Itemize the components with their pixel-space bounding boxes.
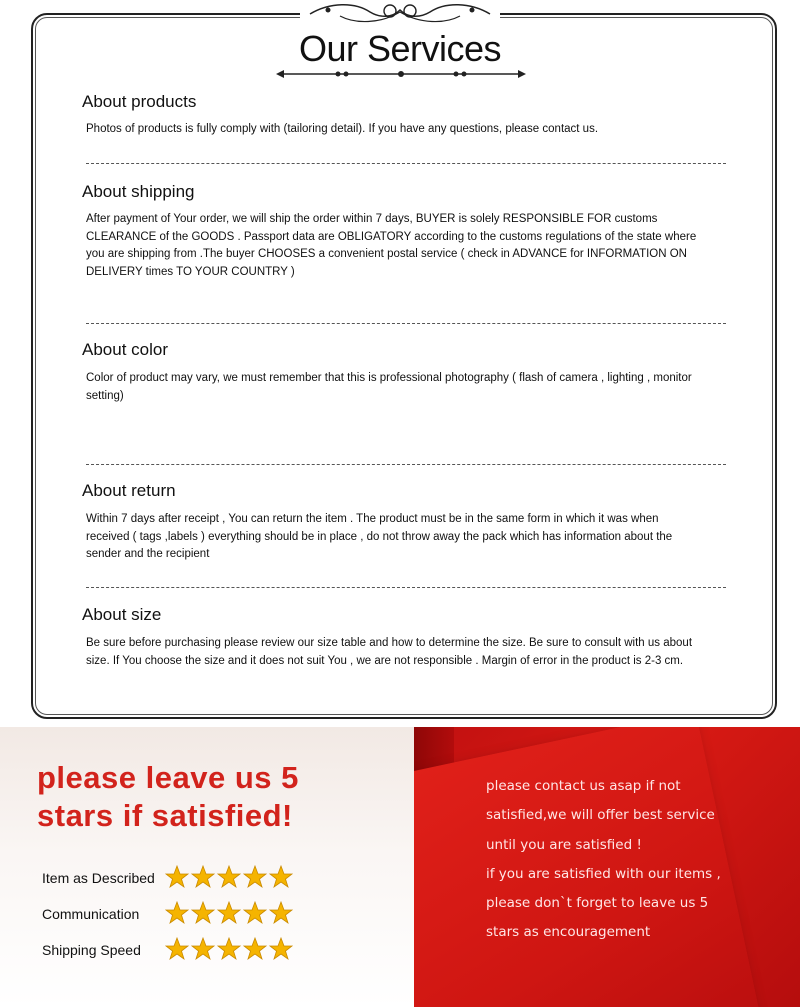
message-line: please contact us asap if not bbox=[486, 778, 681, 794]
section-body-line: sender and the recipient bbox=[86, 548, 210, 560]
rating-stars-item-as-described bbox=[165, 865, 293, 889]
rating-stars-communication bbox=[165, 901, 293, 925]
message-line: please don`t forget to leave us 5 bbox=[486, 895, 709, 912]
section-heading-shipping: About shipping bbox=[82, 182, 195, 201]
message-line: until you are satisfied ! bbox=[486, 836, 642, 853]
dashed-divider bbox=[86, 464, 726, 465]
star-icon bbox=[243, 937, 267, 961]
rating-label-item-as-described: Item as Described bbox=[42, 870, 155, 886]
satisfaction-message bbox=[486, 772, 776, 948]
section-body-line: setting) bbox=[86, 389, 124, 402]
section-body-line: Color of product may vary, we must remember that this is professional photography ( flash of camera , lighting , monitor bbox=[86, 372, 692, 384]
star-icon bbox=[217, 937, 241, 961]
section-heading-products: About products bbox=[82, 92, 197, 111]
message-line: if you are satisfied with our items , bbox=[486, 865, 721, 882]
section-body-size bbox=[86, 635, 726, 670]
section-body-line: you are shipping from .The buyer CHOOSES a convenient postal service ( check in ADVANCE for INFORMATION ON bbox=[86, 248, 687, 260]
section-body-line: Be sure before purchasing please review our size table and how to determine the size. Be sure to consult with us about bbox=[86, 637, 693, 649]
section-body-line: size. If You choose the size and it does not suit You , we are not responsible . Margin of error in the product is 2-3 cm. bbox=[86, 654, 684, 667]
rating-stars-shipping-speed bbox=[165, 937, 293, 961]
message-line: stars as encouragement bbox=[486, 924, 651, 941]
section-heading-color: About color bbox=[82, 340, 168, 359]
promo-headline-line1: please leave us 5 bbox=[37, 760, 299, 795]
section-body-shipping bbox=[86, 211, 726, 281]
star-icon bbox=[165, 937, 189, 961]
section-heading-return: About return bbox=[82, 481, 176, 500]
arrow-divider-ornament bbox=[276, 67, 526, 81]
dashed-divider bbox=[86, 163, 726, 164]
dashed-divider bbox=[86, 587, 726, 588]
section-body-line: received ( tags ,labels ) everything should be in place , do not throw away the pack which has information about the bbox=[86, 530, 673, 543]
star-icon bbox=[217, 901, 241, 925]
star-icon bbox=[269, 865, 293, 889]
message-line: satisfied,we will offer best service bbox=[486, 807, 715, 824]
rating-label-shipping-speed: Shipping Speed bbox=[42, 942, 141, 958]
section-body-products bbox=[86, 121, 726, 139]
section-body-return bbox=[86, 511, 726, 564]
star-icon bbox=[217, 865, 241, 889]
star-icon bbox=[243, 901, 267, 925]
flourish-ornament-top bbox=[300, 0, 500, 26]
page-title: Our Services bbox=[298, 28, 502, 69]
dashed-divider bbox=[86, 323, 726, 324]
star-icon bbox=[243, 865, 267, 889]
star-icon bbox=[269, 937, 293, 961]
section-body-line: After payment of Your order, we will ship the order within 7 days, BUYER is solely RESPONSIBLE FOR customs bbox=[86, 213, 658, 225]
section-body-color bbox=[86, 370, 726, 405]
section-body-line: Within 7 days after receipt , You can return the item . The product must be in the same form in which it was when bbox=[86, 513, 659, 525]
star-icon bbox=[165, 865, 189, 889]
star-icon bbox=[191, 865, 215, 889]
section-body-line: DELIVERY times TO YOUR COUNTRY ) bbox=[86, 265, 295, 278]
star-icon bbox=[191, 937, 215, 961]
star-icon bbox=[165, 901, 189, 925]
star-icon bbox=[269, 901, 293, 925]
rating-label-communication: Communication bbox=[42, 906, 140, 922]
section-body-line: CLEARANCE of the GOODS . Passport data are OBLIGATORY according to the customs regulations of the state where bbox=[86, 230, 697, 243]
section-heading-size: About size bbox=[82, 605, 162, 624]
promo-headline-line2: stars if satisfied! bbox=[37, 798, 293, 833]
star-icon bbox=[191, 901, 215, 925]
section-body-line: Photos of products is fully comply with (tailoring detail). If you have any questions, please contact us. bbox=[86, 123, 599, 135]
